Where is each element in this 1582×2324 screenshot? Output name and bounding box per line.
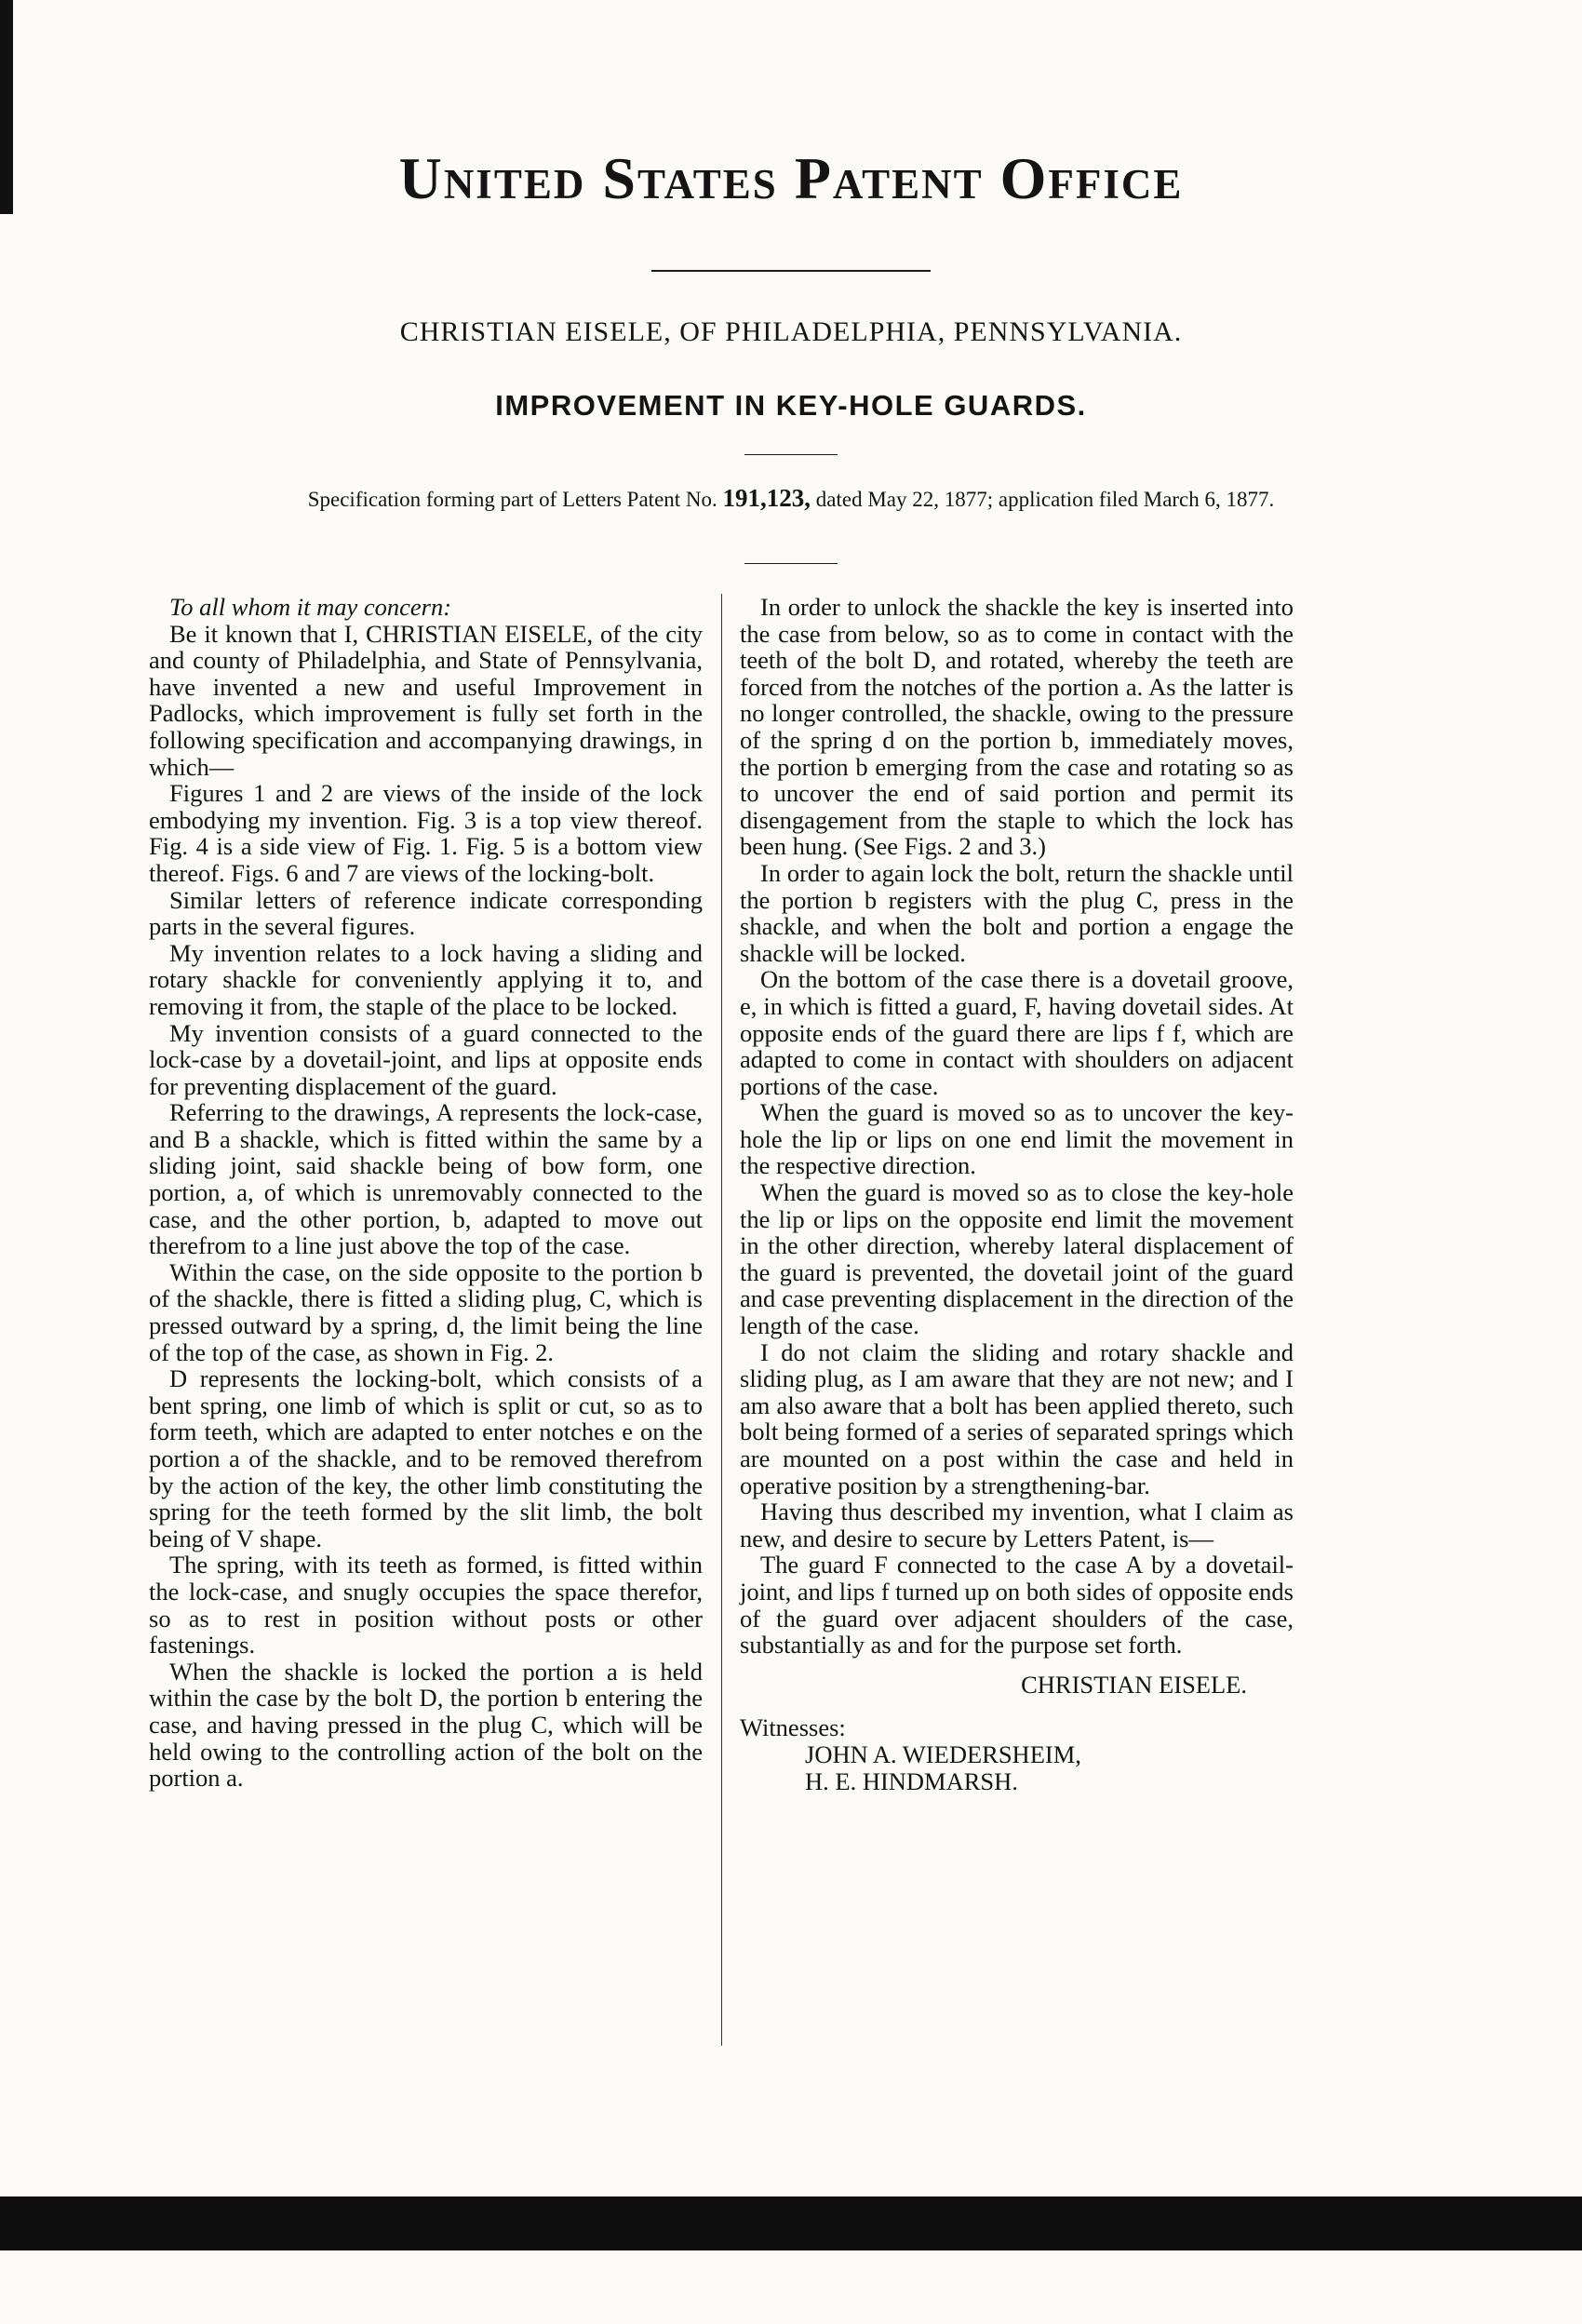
paragraph: Referring to the drawings, A represents the lock-case, and B a shackle, which is fitted within the same by a sliding joint, said shackle being of bow form, one portion, a, of which is unremovably connected to the case, and the other portion, b, adapted to move out therefrom to a line just above the top of the case. bbox=[149, 1098, 703, 1260]
spec-suffix: dated May 22, 1877; application filed March 6, 1877. bbox=[815, 488, 1275, 511]
witnesses-label: Witnesses: bbox=[740, 1713, 846, 1742]
paragraph: Within the case, on the side opposite to the portion b of the shackle, there is fitted a sliding plug, C, which is pressed outward by a spring, d, the limit being the line of the top of the case, as shown in Fig. 2. bbox=[149, 1257, 703, 1366]
paragraph: When the guard is moved so as to close the key-hole the lip or lips on the opposite end limit the movement in the other direction, whereby lateral displacement of the guard is prevented, the dovetail joint of the guard and case preventing displacement in the direction of the length of the case. bbox=[740, 1178, 1294, 1340]
page-masthead: United States Patent Office bbox=[398, 145, 1184, 211]
claim-paragraph: The guard F connected to the case A by a dovetail-joint, and lips f turned up on both sides of opposite ends of the guard over adjacent shoulders of the case, substantially as and for the purpose set forth. bbox=[740, 1551, 1294, 1659]
spec-divider bbox=[744, 563, 838, 564]
title-divider bbox=[744, 454, 838, 455]
header-divider bbox=[651, 270, 931, 272]
paragraph: I do not claim the sliding and rotary shackle and sliding plug, as I am aware that they are not new; and I am also aware that a bolt has been applied thereto, such bolt being formed of a series of separated springs which are mounted on a post within the case and held in operative position by a strengthening-bar. bbox=[740, 1337, 1294, 1499]
witness-name: JOHN A. WIEDERSHEIM, bbox=[805, 1740, 1081, 1768]
paragraph: Figures 1 and 2 are views of the inside of the lock embodying my invention. Fig. 3 is a top view thereof. Fig. 4 is a side view of Fig. 1. Fig. 5 is a bottom view thereof. Figs. 6 and 7 are views of the locking-bolt. bbox=[149, 779, 703, 887]
spec-prefix: Specification forming part of Letters Patent No. bbox=[307, 488, 717, 511]
paragraph: When the shackle is locked the portion a is held within the case by the bolt D, the portion b entering the case, and having pressed in the plug C, which will be held owing to the controlling action of the bolt on the portion a. bbox=[149, 1657, 703, 1793]
paragraph: The spring, with its teeth as formed, is fitted within the lock-case, and snugly occupies the space therefor, so as to rest in position without posts or other fastenings. bbox=[149, 1551, 703, 1659]
paragraph: On the bottom of the case there is a dovetail groove, e, in which is fitted a guard, F, having dovetail sides. At opposite ends of the guard there are lips f f, which are adapted to come in contact with shoulders on adjacent portions of the case. bbox=[740, 965, 1294, 1100]
scan-bottom-band bbox=[0, 2196, 1582, 2250]
salutation: To all whom it may concern: bbox=[169, 593, 452, 621]
paragraph: Be it known that I, CHRISTIAN EISELE, of the city and county of Philadelphia, and State of Pennsylvania, have invented a new and useful Improvement in Padlocks, which improvement is fully set forth in the following specification and accompanying drawings, in which— bbox=[149, 619, 703, 781]
patent-title: IMPROVEMENT IN KEY-HOLE GUARDS. bbox=[495, 389, 1087, 422]
paragraph: Having thus described my invention, what I claim as new, and desire to secure by Letters Patent, is— bbox=[740, 1498, 1294, 1552]
left-text-column bbox=[149, 594, 703, 1792]
right-text-column bbox=[740, 594, 1294, 1794]
paragraph: My invention relates to a lock having a sliding and rotary shackle for conveniently applying it to, and removing it from, the staple of the place to be locked. bbox=[149, 938, 703, 1020]
paragraph: Similar letters of reference indicate corresponding parts in the several figures. bbox=[149, 885, 703, 941]
paragraph: In order to again lock the bolt, return the shackle until the portion b registers with the plug C, press in the shackle, and when the bolt and portion a engage the shackle will be locked. bbox=[740, 858, 1294, 967]
column-divider bbox=[721, 594, 722, 2046]
paragraph: In order to unlock the shackle the key is inserted into the case from below, so as to come in contact with the teeth of the bolt D, and rotated, whereby the teeth are forced from the notches of the portion a. As the latter is no longer controlled, the shackle, owing to the pressure of the spring d on the portion b, immediately moves, the portion b emerging from the case and rotating so as to uncover the end of said portion and permit its disengagement from the staple to which the lock has been hung. (See Figs. 2 and 3.) bbox=[740, 593, 1294, 861]
paragraph: My invention consists of a guard connected to the lock-case by a dovetail-joint, and lips at opposite ends for preventing displacement of the guard. bbox=[149, 1018, 703, 1100]
inventor-line: CHRISTIAN EISELE, OF PHILADELPHIA, PENNSYLVANIA. bbox=[399, 316, 1183, 347]
specification-line bbox=[223, 484, 1359, 514]
inventor-signature: CHRISTIAN EISELE. bbox=[1021, 1670, 1247, 1699]
paragraph: D represents the locking-bolt, which consists of a bent spring, one limb of which is split or cut, so as to form teeth, which are adapted to enter notches e on the portion a of the shackle, and to be removed therefrom by the action of the key, the other limb constituting the spring for the teeth formed by the slit limb, the bolt being of V shape. bbox=[149, 1364, 703, 1552]
patent-number: 191,123, bbox=[722, 484, 811, 512]
witness-name: H. E. HINDMARSH. bbox=[805, 1767, 1018, 1795]
paragraph: When the guard is moved so as to uncover the key-hole the lip or lips on one end limit the movement in the respective direction. bbox=[740, 1098, 1294, 1180]
